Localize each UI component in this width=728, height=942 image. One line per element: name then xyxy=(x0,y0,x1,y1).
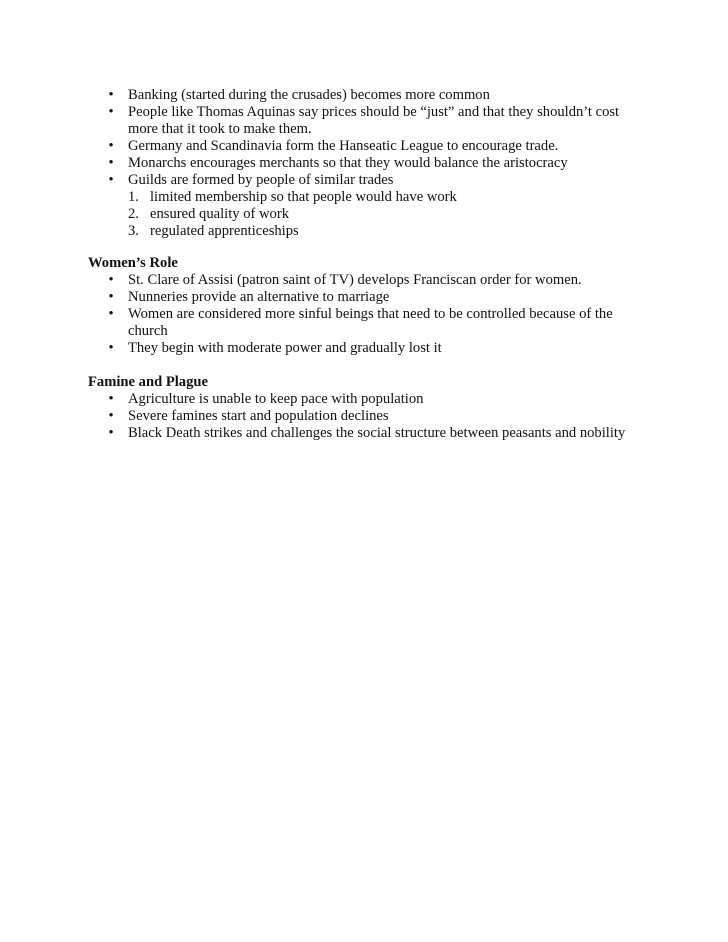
list-item xyxy=(88,104,648,138)
section-heading: Famine and Plague xyxy=(88,374,208,390)
bullet-icon: • xyxy=(108,272,114,288)
womens-role-bullet-list xyxy=(88,272,648,357)
item-text: limited membership so that people would have work xyxy=(150,189,457,205)
bullet-text: Black Death strikes and challenges the social structure between peasants and nobility xyxy=(128,425,626,441)
bullet-icon: • xyxy=(108,155,114,171)
list-item xyxy=(88,272,648,289)
list-item xyxy=(88,155,648,172)
numbered-item xyxy=(128,189,648,206)
list-item xyxy=(88,391,648,408)
bullet-icon: • xyxy=(108,138,114,154)
bullet-text: They begin with moderate power and gradually lost it xyxy=(128,340,442,356)
bullet-text: Women are considered more sinful beings that need to be controlled because of the church xyxy=(128,306,613,339)
famine-plague-bullet-list xyxy=(88,391,648,442)
bullet-text: Monarchs encourages merchants so that they would balance the aristocracy xyxy=(128,155,568,171)
section-heading: Women’s Role xyxy=(88,255,178,271)
list-item xyxy=(88,87,648,104)
bullet-text: Guilds are formed by people of similar trades xyxy=(128,172,394,188)
bullet-icon: • xyxy=(108,306,114,322)
item-number: 2. xyxy=(128,206,139,222)
guild-numbered-list xyxy=(128,189,648,240)
bullet-text: Germany and Scandinavia form the Hanseatic League to encourage trade. xyxy=(128,138,559,154)
bullet-icon: • xyxy=(108,391,114,407)
bullet-text: Severe famines start and population declines xyxy=(128,408,389,424)
bullet-icon: • xyxy=(108,340,114,356)
economy-bullet-list xyxy=(88,87,648,240)
item-number: 1. xyxy=(128,189,139,205)
womens-role-section xyxy=(88,255,648,357)
bullet-icon: • xyxy=(108,87,114,103)
numbered-item xyxy=(128,206,648,223)
list-item xyxy=(88,289,648,306)
item-number: 3. xyxy=(128,223,139,239)
bullet-text: Nunneries provide an alternative to marriage xyxy=(128,289,390,305)
list-item xyxy=(88,425,648,442)
bullet-text: Agriculture is unable to keep pace with population xyxy=(128,391,424,407)
bullet-text: People like Thomas Aquinas say prices should be “just” and that they shouldn’t cost more that it took to make them. xyxy=(128,104,620,137)
famine-plague-section xyxy=(88,374,648,442)
list-item xyxy=(88,340,648,357)
item-text: regulated apprenticeships xyxy=(150,223,299,239)
bullet-text: St. Clare of Assisi (patron saint of TV) develops Franciscan order for women. xyxy=(128,272,582,288)
economy-section xyxy=(88,87,648,240)
list-item xyxy=(88,408,648,425)
bullet-icon: • xyxy=(108,104,114,120)
item-text: ensured quality of work xyxy=(150,206,290,222)
bullet-text: Banking (started during the crusades) becomes more common xyxy=(128,87,490,103)
bullet-icon: • xyxy=(108,425,114,441)
bullet-icon: • xyxy=(108,289,114,305)
list-item xyxy=(88,172,648,240)
numbered-item xyxy=(128,223,648,240)
list-item xyxy=(88,138,648,155)
bullet-icon: • xyxy=(108,172,114,188)
list-item xyxy=(88,306,648,340)
bullet-icon: • xyxy=(108,408,114,424)
